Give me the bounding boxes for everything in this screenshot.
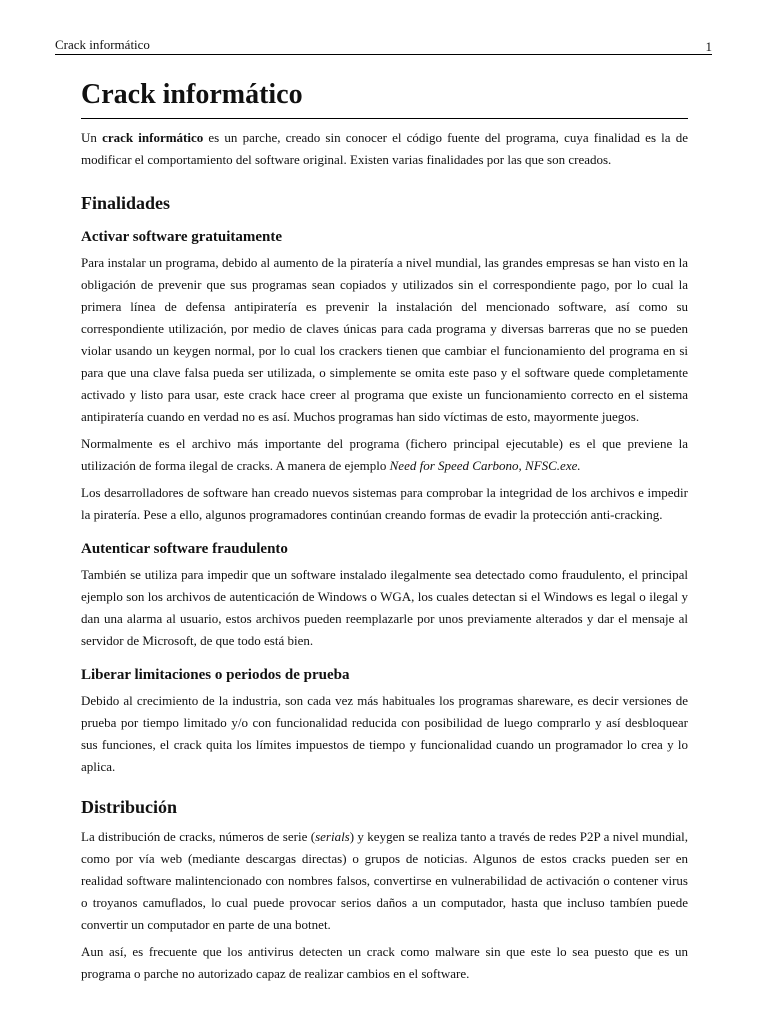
section-heading-distribucion: Distribución [81,797,178,817]
paragraph-liberar-1: Debido al crecimiento de la industria, son cada vez más habituales los programas shareware, es decir versiones de prueba por tiempo limitado y/o con funcionalidad reducida con posibilidad de luego comprarlo y así desbloquear sus funciones, el crack quita los límites impuestos de tiempo y funcionalidad cuando un programador lo crea y lo aplica. [81,693,688,774]
paragraph-activar-2 [81,433,688,477]
paragraph-distribucion-1-end: ) y keygen se realiza tanto a través de redes P2P a nivel mundial, como por vía web (mediante descargas directas) o grupos de noticias. Algunos de estos cracks pueden ser en realidad software malintencionado con nombres falsos, convertirse en vulnerabilidad de activación o contener virus o troyanos camuflados, lo cual puede provocar serios daños a un computador, hasta que incluso tambíen puede convertir un computador en parte de una botnet. [81,829,688,932]
paragraph-activar-2-text: Normalmente es el archivo más importante del programa (fichero principal ejecutable) es el que previene la utilización de forma ilegal de cracks. A manera de ejemplo [81,436,688,473]
serials-italic: serials [315,829,350,844]
example-italic: Need for Speed Carbono, NFSC.exe. [389,458,581,473]
paragraph-activar-3: Los desarrolladores de software han creado nuevos sistemas para comprobar la integridad de los archivos e impedir la piratería. Pese a ello, algunos programadores continúan creando formas de evadir la protección anti-cracking. [81,485,688,522]
intro-text-start: Un [81,130,103,145]
page-number: 1 [705,39,712,54]
intro-term: crack informático [102,130,204,145]
page-title: Crack informático [81,78,688,119]
paragraph-distribucion-1 [81,826,688,936]
running-title: Crack informático [55,37,150,52]
intro-text-end: es un parche, creado sin conocer el código fuente del programa, cuya finalidad es la de modificar el comportamiento del software original. Existen varias finalidades por las que son creados. [81,130,688,167]
subsection-heading-activar: Activar software gratuitamente [81,229,283,245]
paragraph-distribucion-2: Aun así, es frecuente que los antivirus detecten un crack como malware sin que este lo sea puesto que es un programa o parche no autorizado capaz de realizar cambios en el software. [81,944,688,981]
subsection-heading-autenticar: Autenticar software fraudulento [81,541,288,557]
section-heading-finalidades: Finalidades [81,193,171,213]
running-header [55,36,712,55]
paragraph-activar-1: Para instalar un programa, debido al aumento de la piratería a nivel mundial, las grandes empresas se han visto en la obligación de prevenir que sus programas sean copiados y utilizados sin el correspondiente pago, por lo cual la primera línea de defensa antipiratería es prevenir la instalación del mencionado software, así como su correspondiente utilización, por medio de claves únicas para cada programa y diversas barreras que no se pueden violar usando un keygen normal, por lo cual los crackers tienen que cambiar el funcionamiento del programa en si para que una clave falsa pueda ser utilizada, o simplemente se omita este paso y el software quede completamente activado y listo para usar, este crack hace creer al programa que existe un funcionamiento correcto en el sistema antipiratería cuando en verdad no es así. Muchos programas han sido víctimas de esto, mayormente juegos. [81,255,688,424]
intro-paragraph [81,127,688,171]
subsection-heading-liberar: Liberar limitaciones o periodos de prueba [81,667,350,683]
article-body [81,78,688,985]
paragraph-autenticar-1: También se utiliza para impedir que un software instalado ilegalmente sea detectado como fraudulento, el principal ejemplo son los archivos de autenticación de Windows o WGA, los cuales detectan si el Windows es legal o ilegal y dan una alarma al usuario, estos archivos pueden reemplazarle por unos previamente alterados y dar el mensaje al servidor de Microsoft, de que todo está bien. [81,567,688,648]
paragraph-distribucion-1-start: La distribución de cracks, números de serie ( [81,829,316,844]
